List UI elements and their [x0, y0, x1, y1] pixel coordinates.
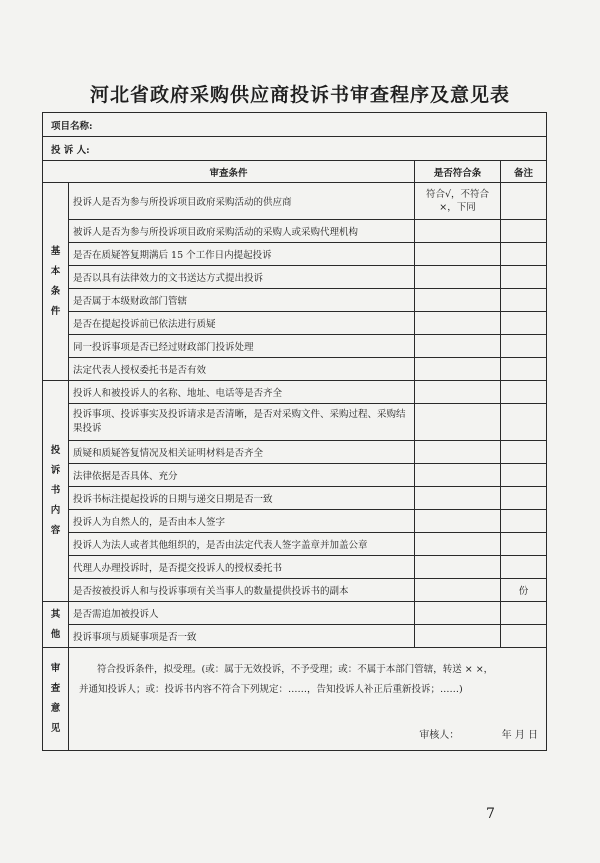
- condition-item: 投诉书标注提起投诉的日期与递交日期是否一致: [69, 487, 415, 510]
- table-row: [43, 289, 547, 312]
- condition-item: 质疑和质疑答复情况及相关证明材料是否齐全: [69, 441, 415, 464]
- condition-item: 法律依据是否具体、充分: [69, 464, 415, 487]
- condition-item: 同一投诉事项是否已经过财政部门投诉处理: [69, 335, 415, 358]
- condition-item: 投诉人和被投诉人的名称、地址、电话等是否齐全: [69, 381, 415, 404]
- condition-item: 投诉人为法人或者其他组织的，是否由法定代表人签字盖章并加盖公章: [69, 533, 415, 556]
- table-row: [43, 266, 547, 289]
- remarks-cell: [501, 381, 547, 404]
- remarks-cell: [501, 441, 547, 464]
- signature-line: [419, 726, 538, 746]
- compliant-cell: [415, 266, 501, 289]
- compliant-cell: [415, 358, 501, 381]
- remarks-cell: [501, 312, 547, 335]
- condition-item: 投诉事项、投诉事实及投诉请求是否清晰，是否对采购文件、采购过程、采购结果投诉: [69, 404, 415, 441]
- remarks-cell: [501, 243, 547, 266]
- compliant-cell: [415, 381, 501, 404]
- compliant-cell: [415, 510, 501, 533]
- review-date: 年 月 日: [501, 730, 539, 741]
- remarks-cell: [501, 510, 547, 533]
- header-compliant: 是否符合条: [415, 161, 501, 183]
- table-row: [43, 404, 547, 441]
- table-row: [43, 487, 547, 510]
- condition-item: 被诉人是否为参与所投诉项目政府采购活动的采购人或采购代理机构: [69, 220, 415, 243]
- compliance-note: 符合√，不符合×，下同: [415, 183, 501, 220]
- table-row: [43, 183, 547, 220]
- remarks-cell: [501, 183, 547, 220]
- project-name-label: 项目名称:: [43, 113, 547, 137]
- condition-item: 是否需追加被投诉人: [69, 602, 415, 625]
- table-row: [43, 220, 547, 243]
- table-row: [43, 464, 547, 487]
- remarks-cell: [501, 289, 547, 312]
- compliant-cell: [415, 220, 501, 243]
- condition-item: 投诉人为自然人的，是否由本人签字: [69, 510, 415, 533]
- condition-item: 是否在提起投诉前已依法进行质疑: [69, 312, 415, 335]
- table-row: [43, 358, 547, 381]
- compliant-cell: [415, 579, 501, 602]
- complainant-label: 投 诉 人:: [43, 137, 547, 161]
- remarks-cell: [501, 266, 547, 289]
- condition-item: 是否在质疑答复期满后 15 个工作日内提起投诉: [69, 243, 415, 266]
- header-remarks: 备注: [501, 161, 547, 183]
- header-conditions: 审查条件: [43, 161, 415, 183]
- opinion-line-2: 并通知投诉人；或：投诉书内容不符合下列规定：……，告知投诉人补正后重新投诉；……): [79, 684, 463, 695]
- remarks-cell: [501, 358, 547, 381]
- table-row: [43, 510, 547, 533]
- compliant-cell: [415, 464, 501, 487]
- compliant-cell: [415, 625, 501, 648]
- condition-item: 是否以具有法律效力的文书送达方式提出投诉: [69, 266, 415, 289]
- copies-unit: 份: [501, 579, 547, 602]
- remarks-cell: [501, 556, 547, 579]
- remarks-cell: [501, 602, 547, 625]
- remarks-cell: [501, 464, 547, 487]
- condition-item: 投诉事项与质疑事项是否一致: [69, 625, 415, 648]
- section-basic-conditions: 基 本 条 件: [43, 183, 69, 381]
- compliant-cell: [415, 602, 501, 625]
- opinion-cell: [69, 648, 547, 751]
- table-row: [43, 441, 547, 464]
- page-number: 7: [486, 806, 495, 822]
- compliant-cell: [415, 289, 501, 312]
- condition-item: 投诉人是否为参与所投诉项目政府采购活动的供应商: [69, 183, 415, 220]
- table-row: [43, 602, 547, 625]
- compliant-cell: [415, 243, 501, 266]
- condition-item: 法定代表人授权委托书是否有效: [69, 358, 415, 381]
- condition-item: 代理人办理投诉时，是否提交投诉人的授权委托书: [69, 556, 415, 579]
- condition-item: 是否属于本级财政部门管辖: [69, 289, 415, 312]
- remarks-cell: [501, 625, 547, 648]
- review-form-table: [42, 112, 547, 751]
- compliant-cell: [415, 441, 501, 464]
- reviewer-label: 审核人：: [419, 730, 460, 741]
- table-row: [43, 533, 547, 556]
- section-opinion: 审 查 意 见: [43, 648, 69, 751]
- table-row: [43, 381, 547, 404]
- table-row: [43, 312, 547, 335]
- section-other: 其 他: [43, 602, 69, 648]
- compliant-cell: [415, 335, 501, 358]
- condition-item: 是否按被投诉人和与投诉事项有关当事人的数量提供投诉书的副本: [69, 579, 415, 602]
- opinion-row: [43, 648, 547, 751]
- table-row: [43, 335, 547, 358]
- opinion-line-1: 符合投诉条件，拟受理。(或：属于无效投诉，不予受理；或：不属于本部门管辖，转送 × ×，: [97, 664, 494, 675]
- compliant-cell: [415, 487, 501, 510]
- compliant-cell: [415, 533, 501, 556]
- remarks-cell: [501, 404, 547, 441]
- header-row: [43, 161, 547, 183]
- table-row: [43, 579, 547, 602]
- remarks-cell: [501, 220, 547, 243]
- compliant-cell: [415, 312, 501, 335]
- compliant-cell: [415, 556, 501, 579]
- project-name-row: [43, 113, 547, 137]
- remarks-cell: [501, 335, 547, 358]
- form-title: 河北省政府采购供应商投诉书审查程序及意见表: [89, 84, 510, 106]
- compliant-cell: [415, 404, 501, 441]
- remarks-cell: [501, 487, 547, 510]
- table-row: [43, 556, 547, 579]
- table-row: [43, 243, 547, 266]
- section-complaint-content: 投 诉 书 内 容: [43, 381, 69, 602]
- remarks-cell: [501, 533, 547, 556]
- table-row: [43, 625, 547, 648]
- complainant-row: [43, 137, 547, 161]
